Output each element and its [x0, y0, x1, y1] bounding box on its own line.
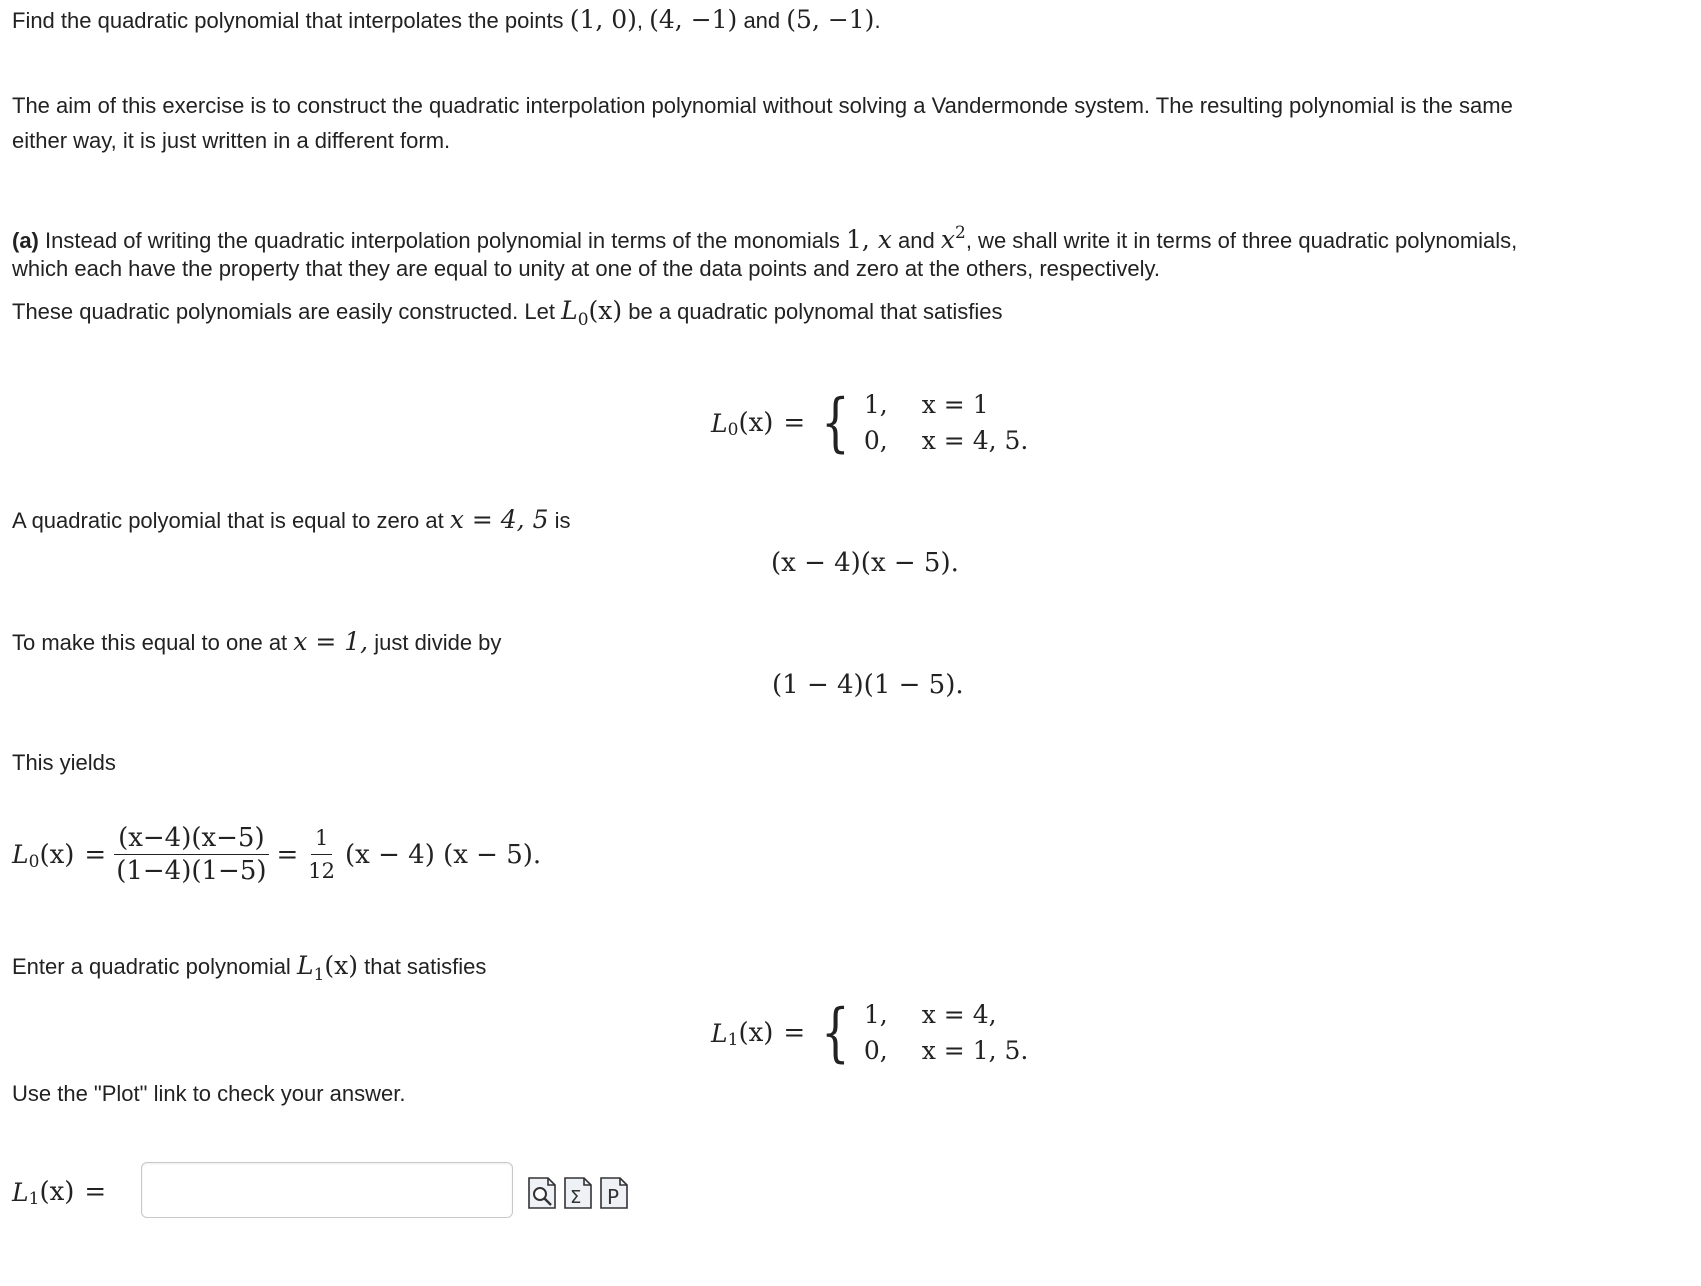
of-x: (x) [39, 839, 75, 870]
of-x: (x) [588, 296, 623, 325]
exponent: 2 [955, 223, 966, 243]
cases-rows [864, 998, 1028, 1068]
coefficient-numerator: 1 [311, 823, 332, 855]
subscript-1: 1 [727, 1030, 739, 1050]
part-a-line3 [12, 296, 1002, 335]
equals: = [783, 1018, 806, 1048]
divisor-expression: (1 − 4)(1 − 5). [772, 670, 964, 700]
equals: = [276, 839, 299, 870]
subscript-0: 0 [28, 851, 40, 872]
case-1-condition: x = 4, [921, 1000, 997, 1029]
subscript-1: 1 [28, 1189, 40, 1209]
subscript-1: 1 [313, 965, 325, 985]
case-1-value: 1, [863, 390, 888, 419]
monomial-1: 1, [846, 225, 878, 254]
equals: = [84, 839, 107, 870]
equals: = [783, 408, 806, 438]
answer-label [12, 1175, 106, 1209]
aim-paragraph-line2: either way, it is just written in a different form. [12, 128, 451, 153]
subscript-0: 0 [577, 310, 589, 330]
plot-glyph: P [607, 1185, 620, 1209]
point-2: (4, −1) [649, 5, 738, 34]
zero-at-text [12, 505, 571, 536]
L0-definition [711, 388, 1028, 458]
part-a-line2: which each have the property that they are equal to unity at one of the data points and zero at the others, respectively. [12, 256, 1160, 281]
make-one-value: x = 1, [293, 627, 369, 656]
let-text: These quadratic polynomials are easily constructed. Let [12, 299, 555, 324]
make-one-text [12, 627, 501, 658]
zero-at-values: x = 4, 5 [449, 505, 549, 534]
monomial-x: x [877, 225, 892, 254]
subscript-0: 0 [727, 420, 739, 440]
plot-hint: Use the "Plot" link to check your answer. [12, 1081, 406, 1106]
part-a-text: Instead of writing the quadratic interpolation polynomial in terms of the monomials [45, 228, 840, 253]
left-brace: { [821, 996, 850, 1070]
preview-icon[interactable] [526, 1176, 558, 1210]
L1-definition [711, 998, 1028, 1068]
this-yields: This yields [12, 750, 116, 775]
case-2-condition: x = 4, 5. [921, 426, 1029, 455]
of-x: (x) [324, 951, 358, 980]
divide-by-text: just divide by [374, 630, 502, 655]
sigma-glyph: Σ [570, 1187, 582, 1208]
plot-icon[interactable] [598, 1176, 630, 1210]
left-brace: { [821, 386, 850, 460]
enter-prefix: Enter a quadratic polynomial [12, 954, 291, 979]
fraction-numerator: (x−4)(x−5) [114, 823, 269, 855]
of-x: (x) [738, 408, 774, 438]
L0-symbol: L [561, 296, 578, 325]
zero-at-prefix: A quadratic polyomial that is equal to zero at [12, 508, 444, 533]
case-2-value: 0, [863, 1036, 888, 1065]
of-x: (x) [39, 1177, 75, 1207]
zero-polynomial: (x − 4)(x − 5). [771, 548, 959, 578]
intro-text: Find the quadratic polynomial that interpolates the points [12, 8, 564, 33]
L0-symbol: L [12, 840, 29, 869]
part-a-text-cont: , we shall write it in terms of three quadratic polynomials, [965, 228, 1518, 253]
cases-rows [864, 388, 1028, 458]
L0-symbol: L [711, 408, 728, 438]
L1-symbol: L [12, 1177, 29, 1207]
L1-symbol: L [711, 1018, 728, 1048]
and-text: and [898, 228, 935, 253]
monomial-x2: x [940, 225, 955, 254]
make-one-prefix: To make this equal to one at [12, 630, 288, 655]
equation-editor-icon[interactable] [562, 1176, 594, 1210]
case-2-value: 0, [863, 426, 888, 455]
case-2-condition: x = 1, 5. [921, 1036, 1029, 1065]
L0-formula [12, 823, 541, 886]
point-3: (5, −1) [786, 5, 875, 34]
coefficient-denominator: 12 [308, 859, 336, 883]
part-a-line1 [12, 218, 1517, 256]
point-1: (1, 0) [569, 5, 637, 34]
and-text: and [743, 8, 781, 33]
is-text: is [554, 508, 571, 533]
aim-paragraph-line1: The aim of this exercise is to construct the quadratic interpolation polynomial without solving a Vandermonde system. The resulting polynomial is the same [12, 93, 1513, 118]
answer-input[interactable] [141, 1162, 513, 1218]
case-1-value: 1, [863, 1000, 888, 1029]
satisfies-text: that satisfies [364, 954, 487, 979]
main-fraction [112, 823, 270, 886]
satisfies-text: be a quadratic polynomal that satisfies [628, 299, 1003, 324]
part-a-label: (a) [12, 228, 39, 253]
factored-tail: (x − 4) (x − 5). [345, 839, 542, 870]
case-1-condition: x = 1 [921, 390, 989, 419]
L1-symbol: L [296, 951, 314, 980]
problem-statement: Find the quadratic polynomial that interpolates the points (1, 0), (4, −1) and (5, −1). [12, 5, 881, 34]
coefficient-fraction [304, 823, 339, 886]
fraction-denominator: (1−4)(1−5) [116, 856, 267, 886]
equals: = [84, 1177, 107, 1207]
enter-L1-text [12, 951, 486, 990]
of-x: (x) [738, 1018, 774, 1048]
